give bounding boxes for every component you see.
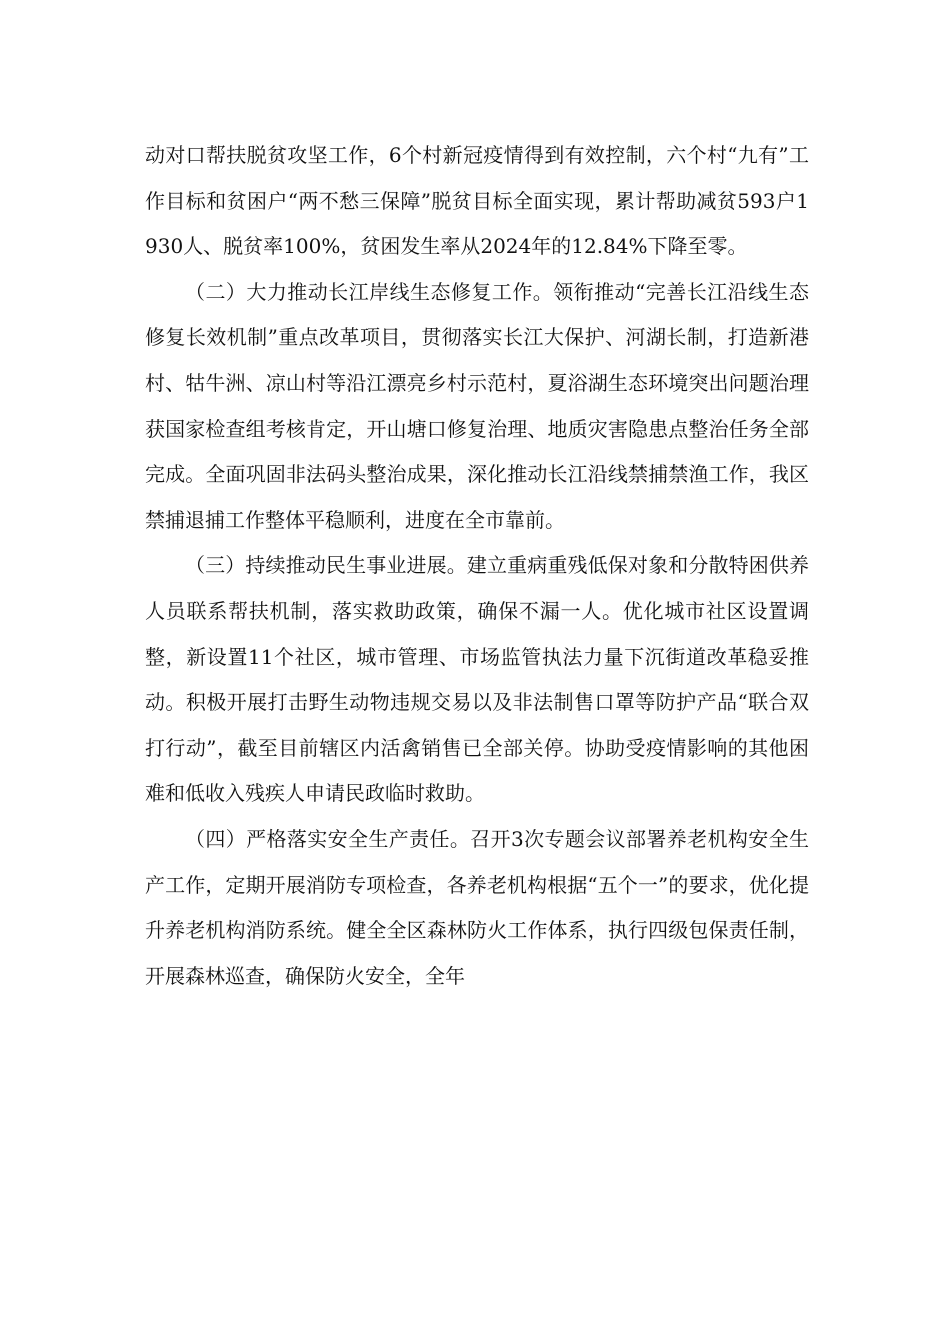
paragraph-section-2: （二）大力推动长江岸线生态修复工作。领衔推动“完善长江沿线生态修复长效机制”重点改革项目，贯彻落实长江大保护、河湖长制，打造新港村、牯牛洲、凉山村等沿江漂亮乡村示范村，夏浴湖生态环境突出问题治理获国家检查组考核肯定，开山塘口修复治理、地质灾害隐患点整治任务全部完成。全面巩固非法码头整治成果，深化推动长江沿线禁捕禁渔工作，我区禁捕退捕工作整体平稳顺利，进度在全市靠前。 bbox=[145, 279, 809, 532]
paragraph-continuation: 动对口帮扶脱贫攻坚工作，6个村新冠疫情得到有效控制，六个村“九有”工作目标和贫困户“两不愁三保障”脱贫目标全面实现，累计帮助减贫593户1930人、脱贫率100%，贫困发生率从2024年的12.84%下降至零。 bbox=[145, 143, 809, 259]
paragraph-section-3: （三）持续推动民生事业进展。建立重病重残低保对象和分散特困供养人员联系帮扶机制，落实救助政策，确保不漏一人。优化城市社区设置调整，新设置11个社区，城市管理、市场监管执法力量下沉街道改革稳妥推动。积极开展打击野生动物违规交易以及非法制售口罩等防护产品“联合双打行动”，截至目前辖区内活禽销售已全部关停。协助受疫情影响的其他困难和低收入残疾人申请民政临时救助。 bbox=[145, 553, 809, 806]
paragraph-section-4: （四）严格落实安全生产责任。召开3次专题会议部署养老机构安全生产工作，定期开展消防专项检查，各养老机构根据“五个一”的要求，优化提升养老机构消防系统。健全全区森林防火工作体系，执行四级包保责任制，开展森林巡查，确保防火安全，全年 bbox=[145, 826, 809, 988]
document-body bbox=[145, 133, 809, 999]
